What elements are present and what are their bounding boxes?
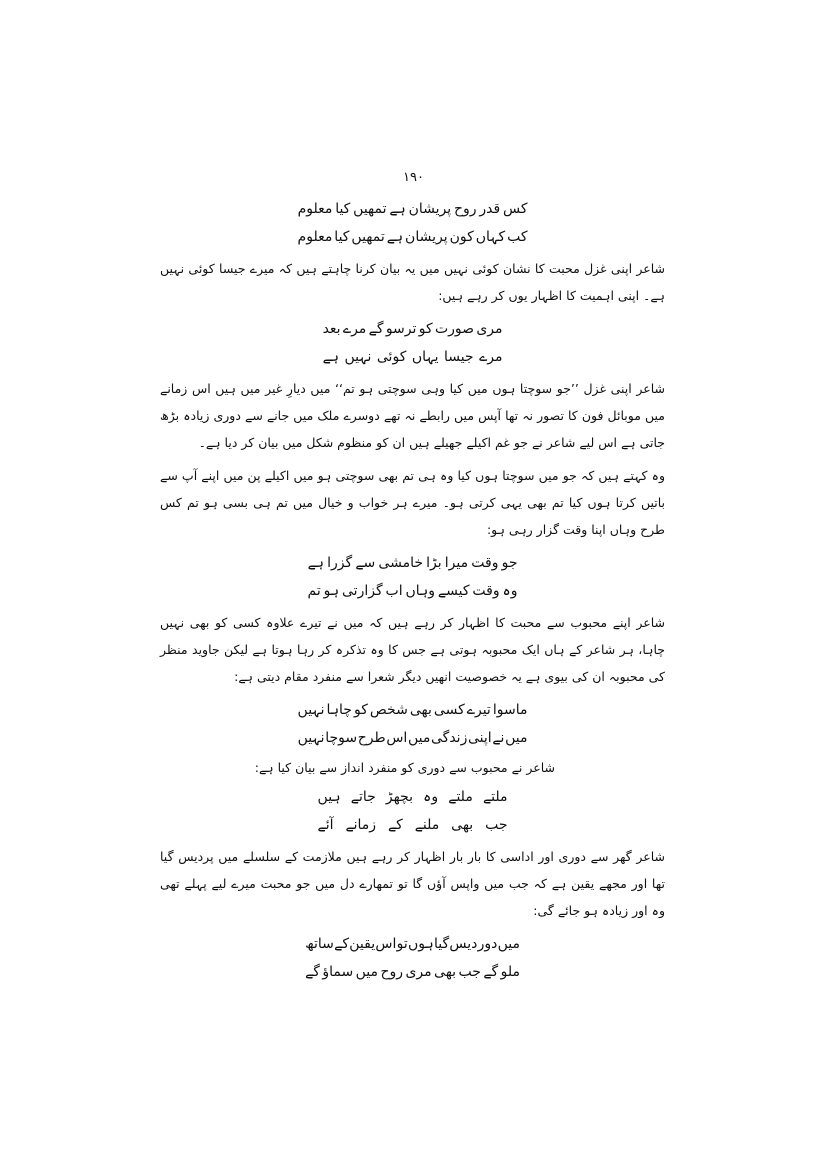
verse-word: ساتھ bbox=[305, 936, 334, 952]
verse-word: کون bbox=[449, 229, 474, 245]
verse-word: گے bbox=[368, 321, 384, 337]
verse-word: وہ bbox=[502, 583, 518, 599]
verse-line bbox=[298, 696, 528, 724]
verse-word: جب bbox=[485, 817, 508, 833]
prose-paragraph: شاعر اپنے محبوب سے محبت کا اظہار کر رہے ہیں کہ میں نے تیرے علاوہ کسی کو بھی نہیں چاہا، ہر شاعر کے ہاں ایک محبوبہ ہوتی ہے جس کا وہ تذکرہ کر رہا ہوتا ہے لیکن جاوید منظر کی محبوبہ ان کی بیوی ہے یہ خصوصیت انھیں دیگر شعرا سے منفرد مقام دیتی ہے: bbox=[160, 615, 665, 684]
verse-word: دور bbox=[477, 936, 498, 952]
verse-word: سے bbox=[355, 555, 376, 571]
verse-word: صورت bbox=[434, 321, 474, 337]
verse-word: میں bbox=[505, 730, 528, 746]
prose-paragraph: شاعر اپنی غزل محبت کا نشان کوئی نہیں میں یہ بیان کرنا چاہتے ہیں کہ میرے جیسا کوئی نہیں ہے۔ اپنی اہمیت کا اظہار یوں کر رہے ہیں: bbox=[160, 261, 665, 303]
verse-line bbox=[305, 958, 520, 986]
verse-line bbox=[305, 930, 520, 958]
verse-line bbox=[323, 315, 503, 343]
intro-line: شاعر نے محبوب سے دوری کو منفرد انداز سے بیان کیا ہے: bbox=[254, 760, 555, 775]
verse-word: تو bbox=[396, 936, 408, 952]
verse-word: میں bbox=[355, 964, 379, 980]
verse-word: ملو bbox=[500, 964, 520, 980]
verse-line bbox=[308, 549, 518, 577]
verse-word: ہے bbox=[389, 201, 406, 217]
verse-word: بڑا bbox=[426, 555, 442, 571]
verse-line bbox=[323, 343, 503, 371]
verse-word: کیا bbox=[335, 201, 351, 217]
verse-word: ہے bbox=[322, 349, 339, 365]
verse-word: کہاں bbox=[475, 229, 506, 245]
verse-word: آئے bbox=[317, 817, 334, 833]
verse-word: گے bbox=[483, 964, 499, 980]
verse-word: نہیں bbox=[344, 349, 372, 365]
verse-word: کسی bbox=[433, 702, 465, 718]
verse-word: تمھیں bbox=[351, 229, 385, 245]
verse-word: زندگی bbox=[431, 730, 468, 746]
verse-word: مری bbox=[405, 964, 432, 980]
verse-line bbox=[298, 195, 528, 223]
verse-word: تم bbox=[307, 583, 321, 599]
verse-word: اپنی bbox=[468, 730, 492, 746]
verse-word: یقین bbox=[349, 936, 376, 952]
verse-word: تمھیں bbox=[353, 201, 387, 217]
verse-word: معلوم bbox=[297, 201, 333, 217]
verse-word: خامشی bbox=[378, 555, 423, 571]
verse-word: بچھڑ bbox=[385, 789, 414, 805]
verse-word: گیا bbox=[433, 936, 450, 952]
verse-word: بھی bbox=[409, 702, 432, 718]
verse-word: کوئی bbox=[376, 349, 407, 365]
verse-word: اس bbox=[375, 936, 397, 952]
verse-word: وقت bbox=[471, 555, 499, 571]
verse-word: گزرا bbox=[327, 555, 353, 571]
verse-word: ہو bbox=[323, 583, 340, 599]
verse-word: ہوں bbox=[407, 936, 434, 952]
prose-paragraph: وہ کہتے ہیں کہ جو میں سوچتا ہوں کیا وہ ہی تم بھی سوچتی ہو میں اکیلے پن میں اپنے آپ سے باتیں کرتا ہوں کیا تم بھی یہی کرتی ہو۔ میرے ہر خواب و خیال میں تم ہی بسی ہو تم کس طرح وہاں اپنا وقت گزار رہی ہو: bbox=[160, 468, 665, 537]
verse-word: وہ bbox=[423, 789, 439, 805]
verse-word: ہے bbox=[307, 555, 324, 571]
page-number: ۱۹۰ bbox=[403, 170, 424, 185]
verse-word: میرا bbox=[444, 555, 469, 571]
verse-word: چاہا bbox=[326, 702, 352, 718]
verse-word: کے bbox=[387, 817, 403, 833]
verse-word: زمانے bbox=[345, 817, 377, 833]
verse-word: کے bbox=[334, 936, 349, 952]
verse-word: اب bbox=[385, 583, 403, 599]
verse-word: وہاں bbox=[405, 583, 436, 599]
verse-line bbox=[318, 783, 508, 811]
verse-word: ہیں bbox=[317, 789, 341, 805]
verse-word: کب bbox=[507, 229, 528, 245]
verse-word: روح bbox=[380, 964, 404, 980]
verse-word: وقت bbox=[472, 583, 500, 599]
verse-word: کو bbox=[353, 702, 368, 718]
verse-word: جاتے bbox=[350, 789, 376, 805]
verse-line bbox=[318, 811, 508, 839]
verse-word: معلوم bbox=[297, 229, 333, 245]
verse-word: ترسو bbox=[385, 321, 417, 337]
verse-word: کس bbox=[502, 201, 528, 217]
prose-paragraph: شاعر اپنی غزل ’’جو سوچتا ہوں میں کیا وہی سوچتی ہو تم‘‘ میں دیارِ غیر میں ہیں اس زمانے میں موبائل فون کا تصور نہ تھا آپس میں رابطے نہ تھے دوسرے ملک میں جانے سے دوری زیادہ بڑھ جاتی ہے اس لیے شاعر نے جو غم اکیلے جھیلے ہیں ان کو منظوم شکل میں بیان کر دیا ہے۔ bbox=[160, 381, 665, 450]
verse-line bbox=[298, 223, 528, 251]
verse-word: روح bbox=[453, 201, 477, 217]
verse-line bbox=[298, 724, 528, 752]
verse-word: بھی bbox=[451, 817, 474, 833]
verse-word: تیرے bbox=[466, 702, 491, 718]
verse-word: مری bbox=[476, 321, 503, 337]
verse-word: ملتے bbox=[482, 789, 508, 805]
verse-word: جیسا bbox=[443, 349, 474, 365]
verse-word: جو bbox=[501, 555, 518, 571]
verse-word: ملتے bbox=[448, 789, 473, 805]
verse-word: مرے bbox=[479, 349, 503, 365]
verse-word: کو bbox=[418, 321, 433, 337]
verse-word: مرے bbox=[342, 321, 367, 337]
verse-word: سماؤ bbox=[322, 964, 354, 980]
verse-word: نہیں bbox=[297, 730, 325, 746]
verse-word: ہے bbox=[386, 229, 404, 245]
verse-word: گے bbox=[305, 964, 320, 980]
verse-word: قدر bbox=[479, 201, 501, 217]
verse-word: بھی bbox=[434, 964, 457, 980]
verse-word: میں bbox=[497, 936, 520, 952]
verse-line bbox=[308, 577, 518, 605]
verse-word: دیس bbox=[449, 936, 478, 952]
verse-word: نہیں bbox=[297, 702, 325, 718]
verse-word: طرح bbox=[357, 730, 386, 746]
verse-word: پریشان bbox=[405, 229, 448, 245]
verse-word: پریشان bbox=[408, 201, 452, 217]
verse-word: میں bbox=[407, 730, 431, 746]
verse-word: سوچا bbox=[325, 730, 358, 746]
verse-word: شخص bbox=[369, 702, 408, 718]
verse-word: کیسے bbox=[437, 583, 470, 599]
verse-word: بعد bbox=[322, 321, 341, 337]
verse-word: ملنے bbox=[414, 817, 440, 833]
verse-word: یہاں bbox=[411, 349, 439, 365]
verse-word: اس bbox=[386, 730, 408, 746]
page-content bbox=[160, 195, 665, 986]
verse-word: کیا bbox=[334, 229, 350, 245]
verse-word: نے bbox=[492, 730, 505, 746]
prose-paragraph: شاعر گھر سے دوری اور اداسی کا بار بار اظہار کر رہے ہیں ملازمت کے سلسلے میں پردیس گیا تھا اور مجھے یقین ہے کہ جب میں واپس آؤں گا تو تمھارے دل میں جو محبت میرے لیے پہلے تھی وہ اور زیادہ ہو جائے گی: bbox=[160, 849, 665, 918]
verse-word: گزارتی bbox=[342, 583, 383, 599]
verse-word: جب bbox=[458, 964, 481, 980]
verse-word: ماسوا bbox=[492, 702, 528, 718]
